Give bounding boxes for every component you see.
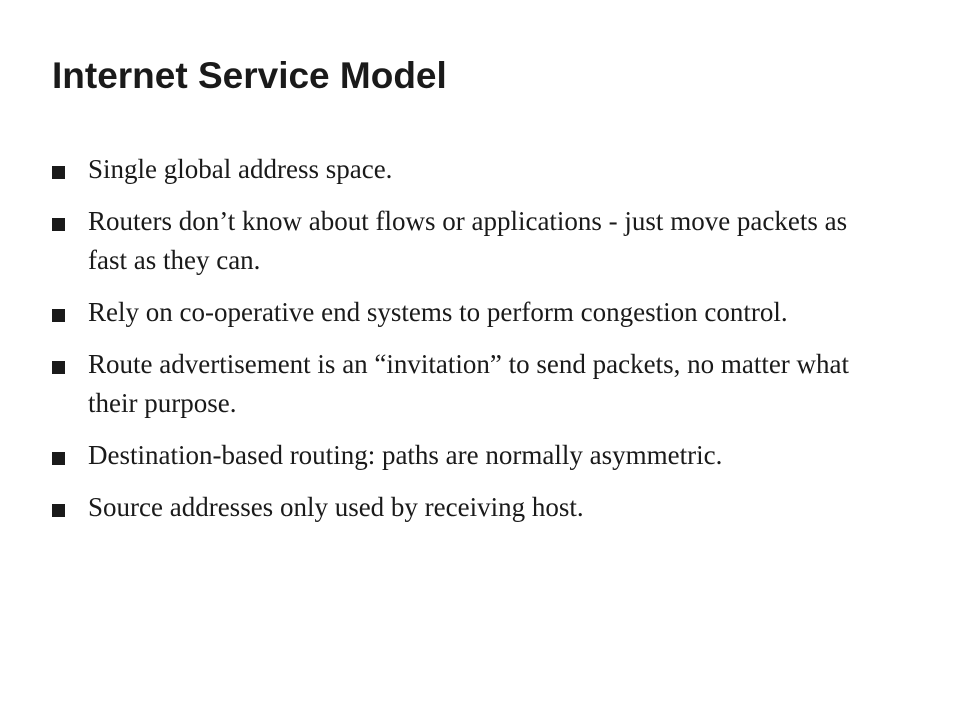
bullet-item: [52, 345, 872, 423]
bullet-item: [52, 202, 872, 280]
bullet-list: [52, 150, 872, 540]
square-bullet-icon: [52, 361, 65, 374]
bullet-text: Single global address space.: [88, 154, 393, 184]
bullet-text: Rely on co-operative end systems to perform congestion control.: [88, 297, 788, 327]
bullet-item: [52, 436, 872, 475]
bullet-text: Route advertisement is an “invitation” to send packets, no matter what their purpose.: [88, 349, 850, 418]
bullet-text: Routers don’t know about flows or applications - just move packets as fast as they can.: [88, 206, 848, 275]
bullet-item: [52, 488, 872, 527]
square-bullet-icon: [52, 309, 65, 322]
bullet-text: Destination-based routing: paths are normally asymmetric.: [88, 440, 723, 470]
bullet-item: [52, 293, 872, 332]
square-bullet-icon: [52, 166, 65, 179]
square-bullet-icon: [52, 452, 65, 465]
square-bullet-icon: [52, 218, 65, 231]
slide-title: Internet Service Model: [52, 55, 447, 96]
square-bullet-icon: [52, 504, 65, 517]
bullet-text: Source addresses only used by receiving host.: [88, 492, 584, 522]
bullet-item: [52, 150, 872, 189]
